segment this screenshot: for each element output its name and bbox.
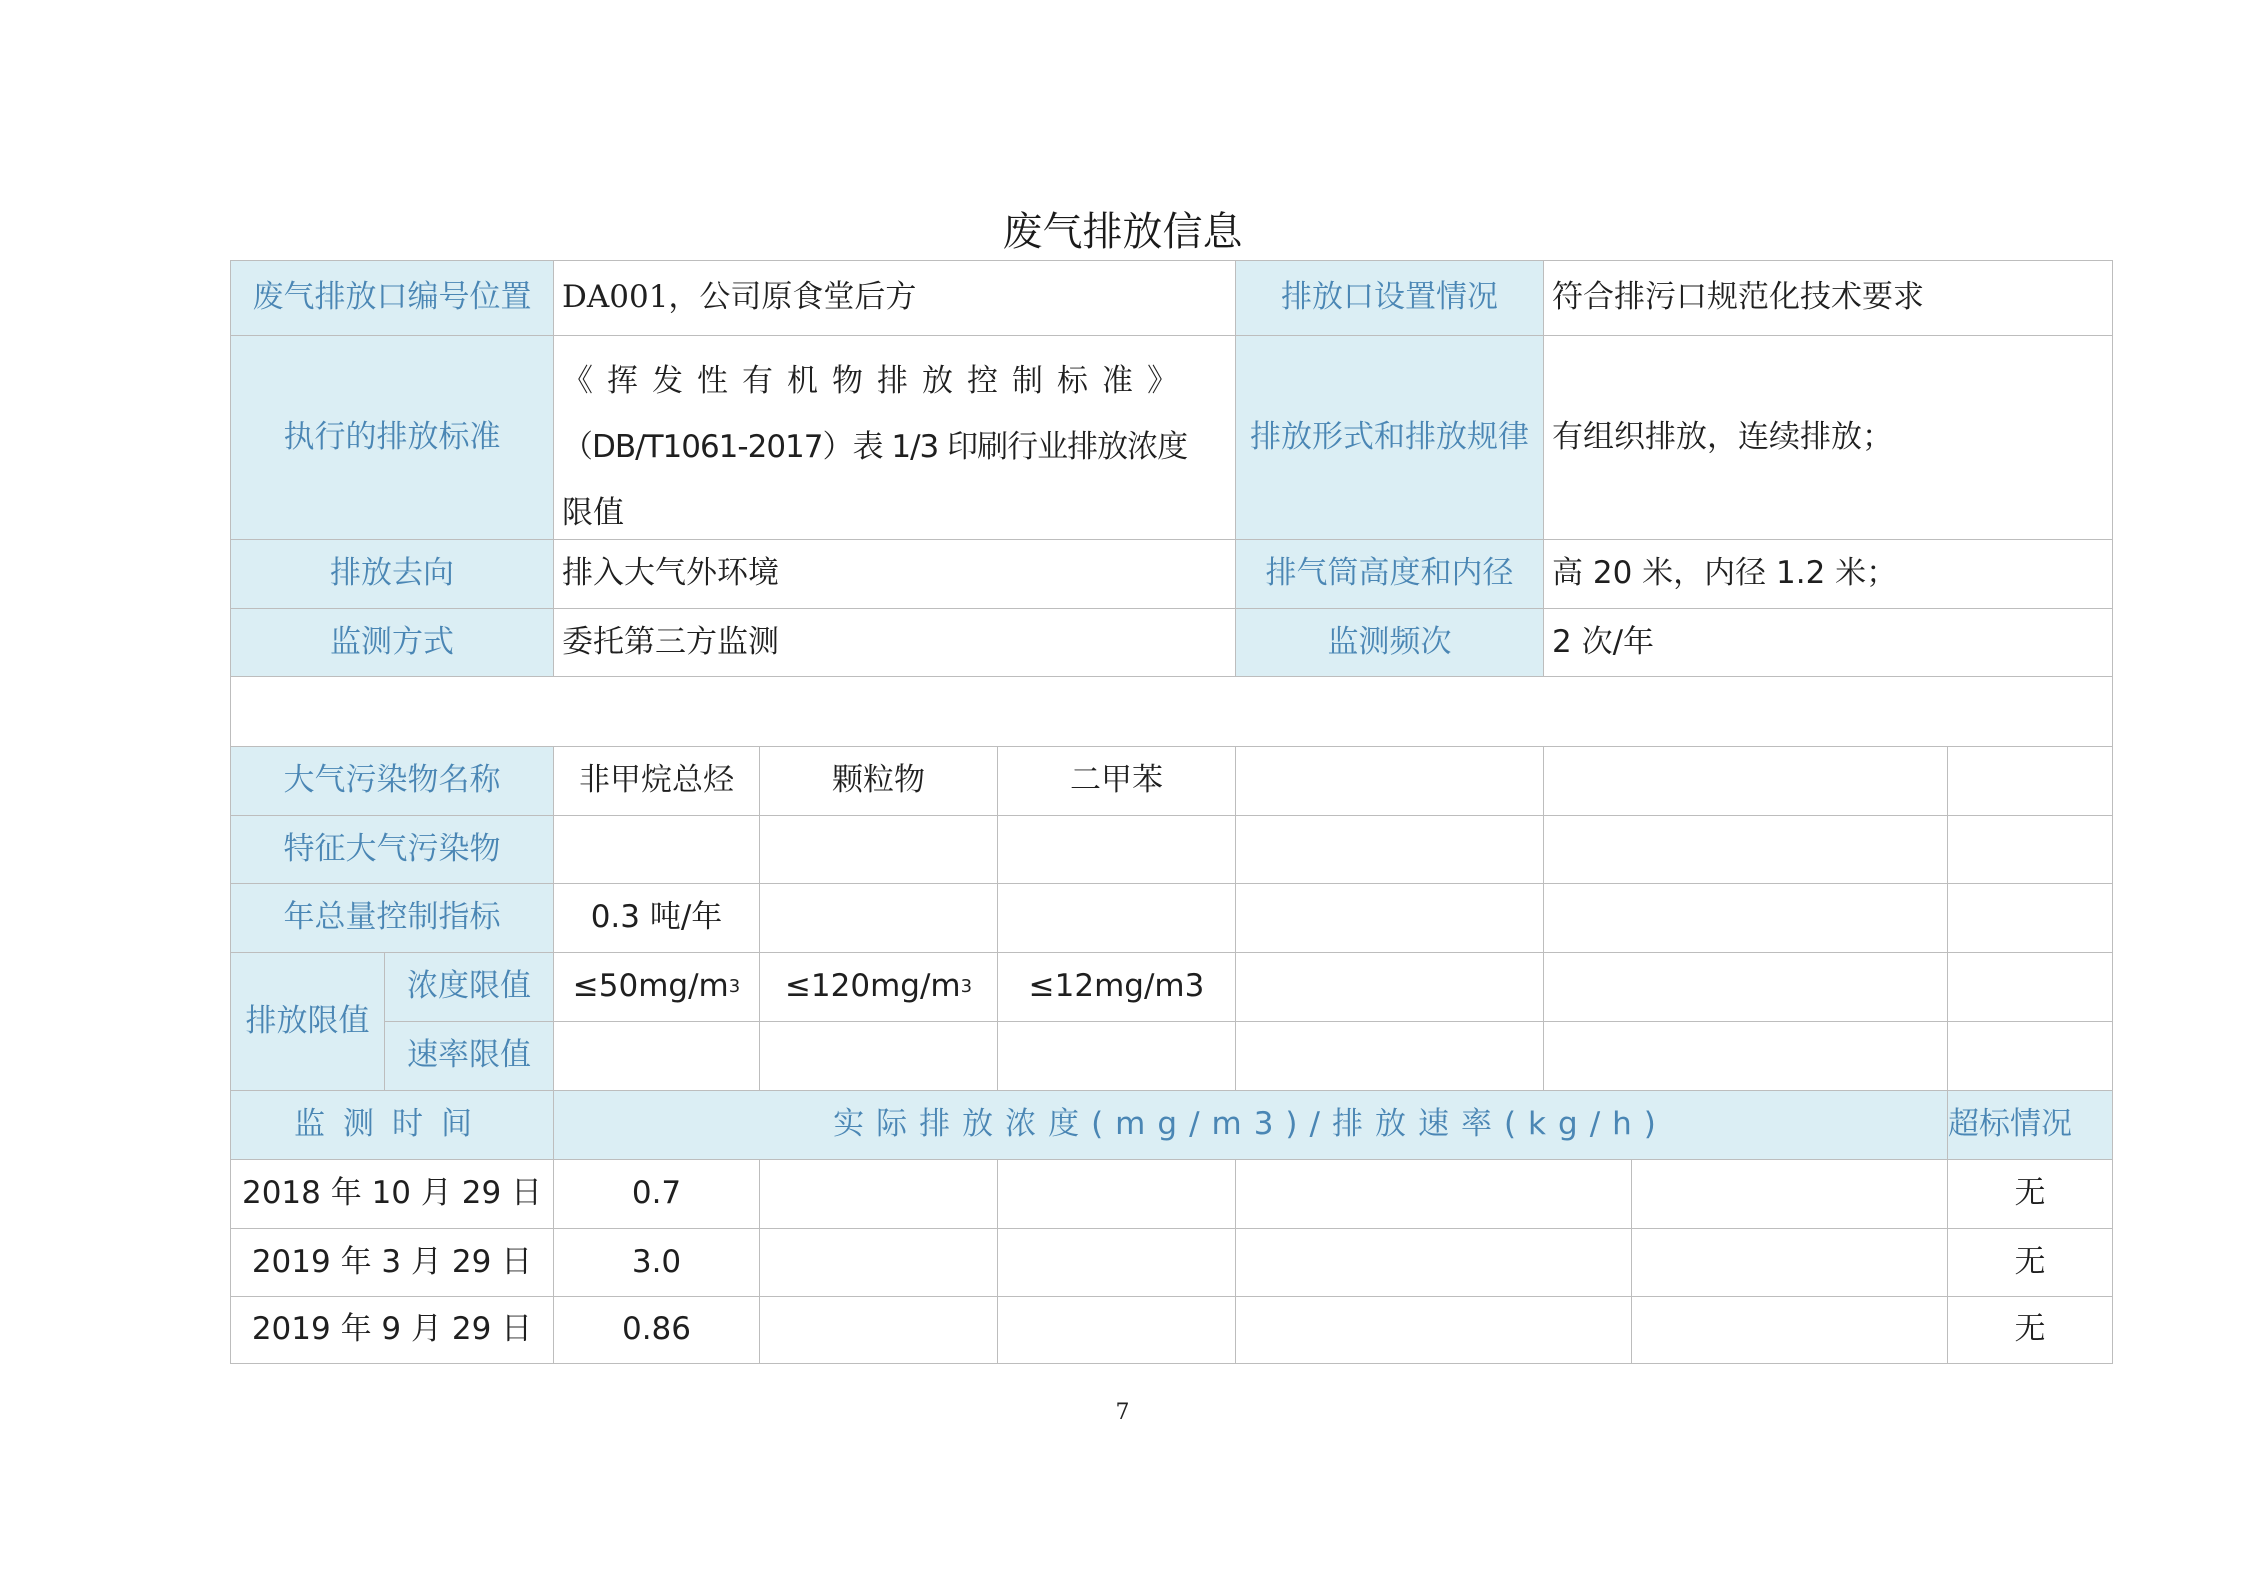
concentration-limit-base: ≤120mg/m <box>784 968 961 1005</box>
annual-total-label: 年总量控制指标 <box>230 883 554 953</box>
pollutant-name: 颗粒物 <box>759 746 998 816</box>
empty-cell <box>759 883 998 953</box>
empty-cell <box>997 815 1236 884</box>
concentration-limit-value: ≤120mg/m 3 <box>759 952 998 1022</box>
empty-cell <box>997 1159 1236 1229</box>
rate-limit-label: 速率限值 <box>384 1021 554 1091</box>
standard-line-1: 《挥发性有机物排放控制标准》 <box>562 363 1192 399</box>
monitoring-time-label: 监测时间 <box>230 1090 554 1160</box>
empty-cell <box>1947 1021 2113 1091</box>
direction-value: 排入大气外环境 <box>553 539 1236 609</box>
monitoring-date: 2019 年 9 月 29 日 <box>230 1296 554 1364</box>
empty-cell <box>759 1021 998 1091</box>
method-value: 委托第三方监测 <box>553 608 1236 677</box>
empty-cell <box>759 1228 998 1297</box>
form-label: 排放形式和排放规律 <box>1235 335 1544 540</box>
exceed-value: 无 <box>1947 1228 2113 1297</box>
pollutant-name-label: 大气污染物名称 <box>230 746 554 816</box>
monitoring-value: 0.86 <box>553 1296 760 1364</box>
empty-cell <box>1631 1228 1948 1297</box>
exceed-value: 无 <box>1947 1296 2113 1364</box>
standard-value <box>553 335 1236 540</box>
empty-cell <box>1947 746 2113 816</box>
monitoring-date: 2019 年 3 月 29 日 <box>230 1228 554 1297</box>
empty-cell <box>997 883 1236 953</box>
exceed-label: 超标情况 <box>1947 1090 2113 1160</box>
standard-line-3: 限值 <box>562 495 624 531</box>
empty-cell <box>1947 815 2113 884</box>
emission-limit-label: 排放限值 <box>230 952 385 1091</box>
empty-cell <box>1235 1021 1544 1091</box>
empty-cell <box>1947 883 2113 953</box>
outlet-setup-value: 符合排污口规范化技术要求 <box>1543 260 2113 336</box>
empty-cell <box>1543 1021 1948 1091</box>
empty-cell <box>997 1021 1236 1091</box>
frequency-label: 监测频次 <box>1235 608 1544 677</box>
empty-cell <box>1543 815 1948 884</box>
empty-cell <box>759 1296 998 1364</box>
outlet-setup-label: 排放口设置情况 <box>1235 260 1544 336</box>
monitoring-value: 0.7 <box>553 1159 760 1229</box>
concentration-limit-value: ≤50mg/m 3 <box>553 952 760 1022</box>
empty-cell <box>1235 883 1544 953</box>
actual-emission-label: 实际排放浓度(mg/m3)/排放速率(kg/h) <box>553 1090 1948 1160</box>
empty-cell <box>1235 815 1544 884</box>
annual-total-value: 0.3 吨/年 <box>553 883 760 953</box>
standard-line-2: （DB/T1061-2017）表 1/3 印刷行业排放浓度 <box>562 429 1188 465</box>
concentration-limit-base: ≤50mg/m <box>572 968 729 1005</box>
empty-cell <box>553 1021 760 1091</box>
empty-cell <box>1235 1159 1632 1229</box>
empty-cell <box>759 815 998 884</box>
empty-cell <box>997 1296 1236 1364</box>
empty-cell <box>1235 952 1544 1022</box>
empty-cell <box>1235 746 1544 816</box>
stack-value: 高 20 米，内径 1.2 米； <box>1543 539 2113 609</box>
empty-cell <box>1543 746 1948 816</box>
exceed-value: 无 <box>1947 1159 2113 1229</box>
pollutant-name: 非甲烷总烃 <box>553 746 760 816</box>
empty-cell <box>1235 1296 1632 1364</box>
monitoring-date: 2018 年 10 月 29 日 <box>230 1159 554 1229</box>
empty-cell <box>1631 1296 1948 1364</box>
feature-pollutant-label: 特征大气污染物 <box>230 815 554 884</box>
empty-cell <box>553 815 760 884</box>
empty-cell <box>1543 952 1948 1022</box>
empty-cell <box>1947 952 2113 1022</box>
concentration-limit-label: 浓度限值 <box>384 952 554 1022</box>
page-number: 7 <box>1115 1400 1130 1425</box>
standard-label: 执行的排放标准 <box>230 335 554 540</box>
monitoring-value: 3.0 <box>553 1228 760 1297</box>
outlet-id-label: 废气排放口编号位置 <box>230 260 554 336</box>
empty-cell <box>1631 1159 1948 1229</box>
empty-cell <box>759 1159 998 1229</box>
frequency-value: 2 次/年 <box>1543 608 2113 677</box>
pollutant-name: 二甲苯 <box>997 746 1236 816</box>
concentration-limit-base: ≤12mg/m3 <box>1028 968 1205 1005</box>
spacer-row <box>230 676 2113 747</box>
empty-cell <box>997 1228 1236 1297</box>
stack-label: 排气筒高度和内径 <box>1235 539 1544 609</box>
direction-label: 排放去向 <box>230 539 554 609</box>
method-label: 监测方式 <box>230 608 554 677</box>
concentration-limit-value <box>997 952 1236 1022</box>
empty-cell <box>1543 883 1948 953</box>
outlet-id-text: DA001，公司原食堂后方 <box>562 279 917 316</box>
form-value: 有组织排放，连续排放； <box>1543 335 2113 540</box>
page-title: 废气排放信息 <box>1002 209 1243 255</box>
outlet-id-value <box>553 260 1236 336</box>
empty-cell <box>1235 1228 1632 1297</box>
